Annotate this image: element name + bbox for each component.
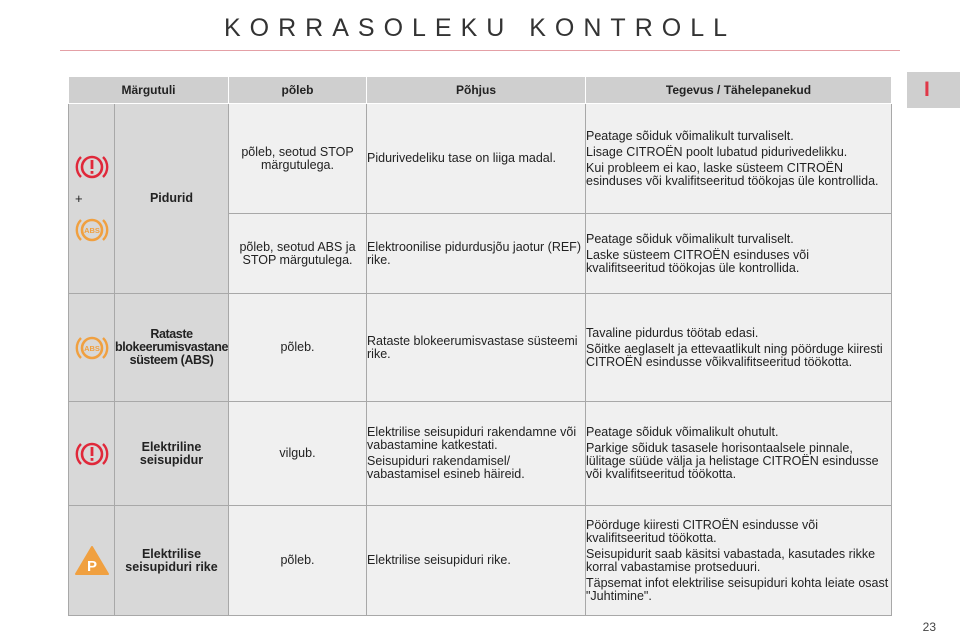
abs-name: Rataste blokeerumisvastane süsteem (ABS) <box>115 294 229 402</box>
action-cell <box>586 214 892 294</box>
cause-cell <box>367 104 586 214</box>
table-row <box>69 294 892 402</box>
action-text: Parkige sõiduk tasasele horisontaalsele pinnale, lülitage süüde välja ja helistage CITROËN esindusse või kvalifitseeritud töökotta. <box>586 441 879 481</box>
action-text: Tavaline pidurdus töötab edasi. <box>586 325 759 340</box>
action-cell <box>586 104 892 214</box>
abs-warning-icon <box>74 215 110 245</box>
header-indicator: Märgutuli <box>69 77 229 104</box>
action-cell <box>586 402 892 506</box>
action-text: Sõitke aeglaselt ja ettevaatlikult ning pöörduge kiiresti CITROËN esindusse võikvalifitseeritud töökotta. <box>586 341 883 369</box>
action-text: Peatage sõiduk võimalikult turvaliselt. <box>586 128 794 143</box>
cause-text: Elektroonilise pidurdusjõu jaotur (REF) rike. <box>367 239 581 267</box>
parking-brake-fault-name: Elektrilise seisupiduri rike <box>115 506 229 616</box>
cause-cell <box>367 402 586 506</box>
parking-brake-name: Elektriline seisupidur <box>115 402 229 506</box>
cause-cell <box>367 506 586 616</box>
lit-cell: vilgub. <box>229 402 367 506</box>
cause-cell <box>367 214 586 294</box>
svg-text:P: P <box>86 557 97 575</box>
lit-cell: põleb. <box>229 506 367 616</box>
brakes-icon-cell <box>69 104 115 294</box>
action-text: Seisupidurit saab käsitsi vabastada, kasutades rikke korral vabastamise protseduuri. <box>586 546 876 574</box>
chapter-tab[interactable] <box>907 72 960 108</box>
page-number: 23 <box>922 620 936 634</box>
title-divider <box>60 50 900 51</box>
svg-text:ABS: ABS <box>83 226 100 235</box>
lit-cell: põleb, seotud STOP märgutulega. <box>229 104 367 214</box>
action-text: Kui probleem ei kao, laske süsteem CITROËN esinduses või kvalifitseeritud töökojas üle kontrollida. <box>586 160 879 188</box>
parking-brake-fault-icon-cell <box>69 506 115 616</box>
abs-icon-cell <box>69 294 115 402</box>
brake-warning-icon <box>74 439 110 469</box>
cause-text: Pidurivedeliku tase on liiga madal. <box>367 151 556 165</box>
page-title: KORRASOLEKU KONTROLL <box>223 14 737 42</box>
header-action: Tegevus / Tähelepanekud <box>586 77 892 104</box>
svg-text:ABS: ABS <box>83 343 100 353</box>
lit-cell: põleb. <box>229 294 367 402</box>
table-row <box>69 402 892 506</box>
action-text: Peatage sõiduk võimalikult turvaliselt. <box>586 231 794 246</box>
cause-text: Seisupiduri rakendamisel/ vabastamisel esineb häireid. <box>367 454 525 481</box>
cause-text: Rataste blokeerumisvastase süsteemi rike. <box>367 333 578 361</box>
action-text: Pöörduge kiiresti CITROËN esindusse või kvalifitseeritud töökotta. <box>586 517 819 545</box>
cause-text: Elektrilise seisupiduri rakendamne või vabastamine katkestati. <box>367 425 577 452</box>
lit-cell: põleb, seotud ABS ja STOP märgutulega. <box>229 214 367 294</box>
brakes-name: Pidurid <box>115 104 229 294</box>
brake-warning-icon <box>74 152 110 182</box>
cause-cell <box>367 294 586 402</box>
parking-brake-fault-icon <box>74 545 110 577</box>
action-text: Peatage sõiduk võimalikult ohutult. <box>586 425 779 439</box>
parking-brake-icon-cell <box>69 402 115 506</box>
abs-warning-icon <box>74 333 110 363</box>
table-row <box>69 506 892 616</box>
cause-text: Elektrilise seisupiduri rike. <box>367 553 511 567</box>
action-cell <box>586 294 892 402</box>
indicator-table <box>68 76 892 616</box>
header-cause: Põhjus <box>367 77 586 104</box>
action-text: Laske süsteem CITROËN esinduses või kvalifitseeritud töökojas üle kontrollida. <box>586 247 810 275</box>
action-text: Lisage CITROËN poolt lubatud pidurivedelikku. <box>586 144 848 159</box>
table-row <box>69 104 892 214</box>
table-header-row <box>69 77 892 104</box>
header-lit: põleb <box>229 77 367 104</box>
action-cell <box>586 506 892 616</box>
chapter-tab-label: I <box>924 78 930 101</box>
action-text: Täpsemat infot elektrilise seisupiduri kohta leiate osast "Juhtimine". <box>586 575 889 603</box>
plus-sign: + <box>75 191 83 206</box>
